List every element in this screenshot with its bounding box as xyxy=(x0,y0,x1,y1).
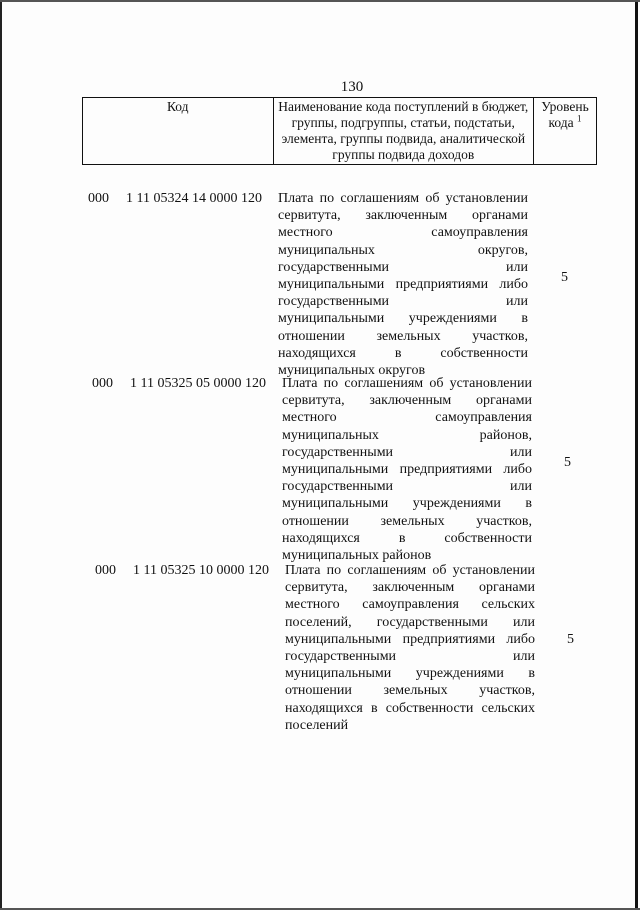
description-line: муниципальных районов xyxy=(282,548,432,564)
description-line: государственными или xyxy=(285,649,535,665)
revenue-code: 1 11 05324 14 0000 120 xyxy=(126,191,262,206)
description-line: находящихся в собственности xyxy=(278,345,528,361)
scan-edge-left xyxy=(0,0,2,910)
revenue-description xyxy=(282,375,532,564)
page-number: 130 xyxy=(340,79,364,95)
code-level: 5 xyxy=(564,455,571,470)
description-line: сервитута, заключенным органами xyxy=(278,208,528,224)
description-line: муниципальных районов, xyxy=(282,427,532,443)
header-level-cell xyxy=(534,98,597,165)
code-level: 5 xyxy=(567,632,574,647)
description-line: Плата по соглашениям об установлении xyxy=(282,376,532,391)
table-header xyxy=(82,97,597,165)
scan-edge-right xyxy=(635,0,638,910)
description-line: муниципальных округов xyxy=(278,363,426,379)
description-line: муниципальными учреждениями в xyxy=(285,666,535,682)
description-line: муниципальных округов, xyxy=(278,242,528,258)
description-line: Плата по соглашениям об установлении xyxy=(285,563,535,578)
revenue-code: 1 11 05325 10 0000 120 xyxy=(133,563,269,578)
header-level-label: Уровень кода xyxy=(541,99,589,130)
admin-code: 000 xyxy=(88,191,109,206)
description-line: муниципальными учреждениями в xyxy=(278,311,528,327)
footnote-marker: 1 xyxy=(577,113,582,124)
description-line: муниципальными предприятиями либо xyxy=(285,631,535,647)
description-line: Плата по соглашениям об установлении xyxy=(278,191,528,206)
description-line: находящихся в собственности сельских xyxy=(285,700,535,716)
description-line: государственными или xyxy=(278,259,528,275)
description-line: муниципальными учреждениями в xyxy=(282,496,532,512)
description-line: местного самоуправления сельских xyxy=(285,597,535,613)
description-line: сервитута, заключенным органами xyxy=(282,393,532,409)
description-line: отношении земельных участков, xyxy=(278,328,528,344)
scan-edge-top xyxy=(0,0,640,2)
description-line: отношении земельных участков, xyxy=(285,683,535,699)
description-line: муниципальными предприятиями либо xyxy=(282,462,532,478)
header-code-cell: Код xyxy=(83,98,274,165)
description-line: государственными или xyxy=(282,479,532,495)
description-line: государственными или xyxy=(282,444,532,460)
admin-code: 000 xyxy=(92,376,113,391)
description-line: поселений, государственными или xyxy=(285,614,535,630)
description-line: находящихся в собственности xyxy=(282,530,532,546)
code-level: 5 xyxy=(561,270,568,285)
description-line: местного самоуправления xyxy=(278,225,528,241)
description-line: поселений xyxy=(285,717,349,733)
revenue-description xyxy=(278,190,528,379)
admin-code: 000 xyxy=(95,563,116,578)
description-line: муниципальными предприятиями либо xyxy=(278,277,528,293)
header-name-cell: Наименование кода поступлений в бюджет, группы, подгруппы, статьи, подстатьи, элемента, группы подвида, аналитической группы подвида доходов xyxy=(273,98,534,165)
revenue-code: 1 11 05325 05 0000 120 xyxy=(130,376,266,391)
description-line: отношении земельных участков, xyxy=(282,513,532,529)
description-line: местного самоуправления xyxy=(282,410,532,426)
description-line: сервитута, заключенным органами xyxy=(285,580,535,596)
revenue-description xyxy=(285,562,535,734)
description-line: государственными или xyxy=(278,294,528,310)
